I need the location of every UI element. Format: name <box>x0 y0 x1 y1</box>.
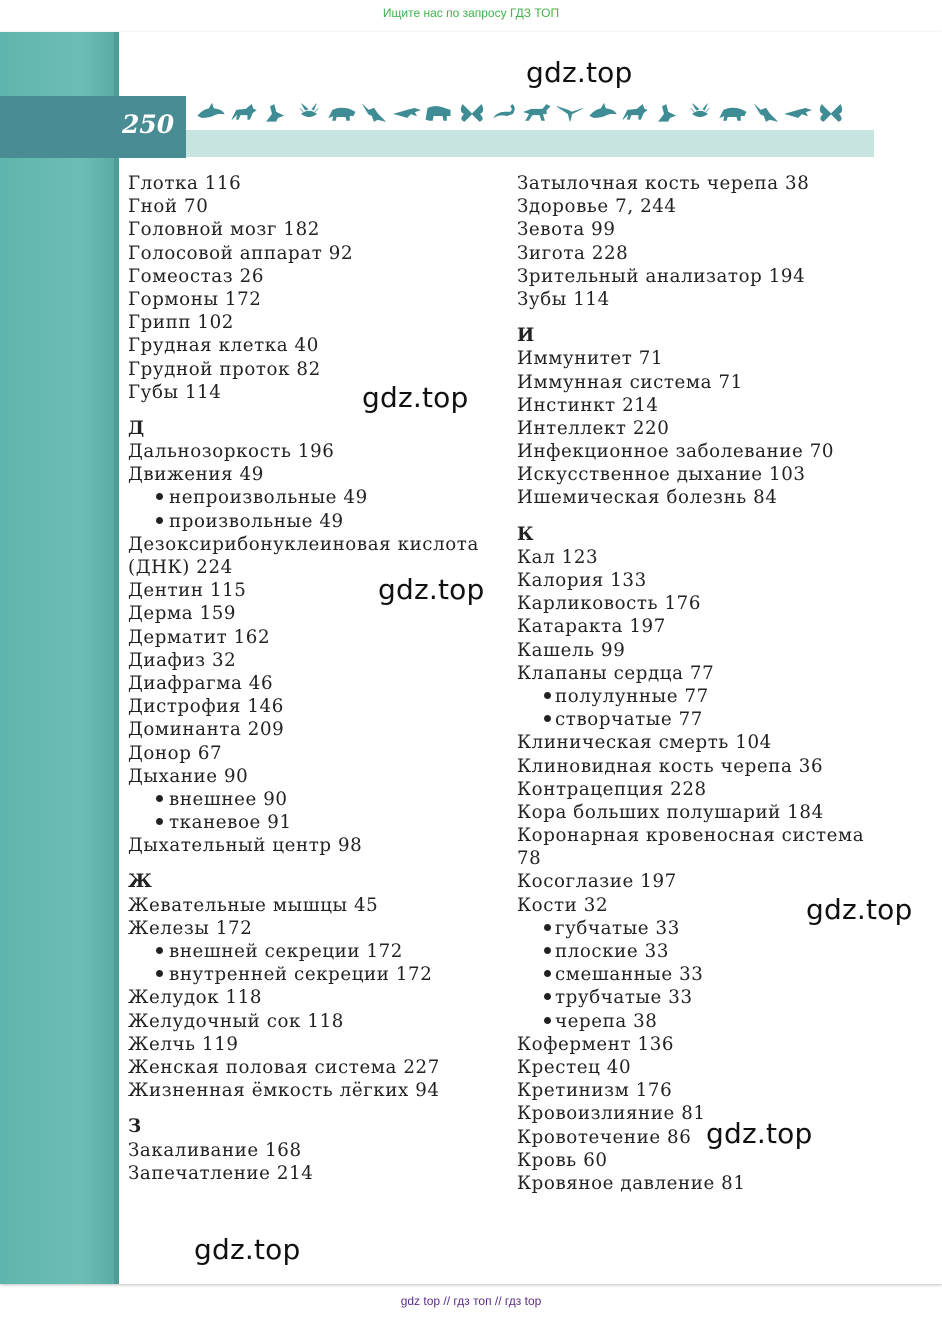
watermark: gdz.top <box>194 1233 301 1266</box>
bullet-icon <box>544 970 551 977</box>
index-entry: Искусственное дыхание 103 <box>517 464 806 486</box>
index-entry: Коронарная кровеносная система <box>517 825 865 847</box>
index-entry: Инстинкт 214 <box>517 394 659 416</box>
boar-icon <box>327 100 357 128</box>
scorpion-icon <box>490 100 520 128</box>
index-entry: Головной мозг 182 <box>128 219 320 241</box>
index-entry: Кора больших полушарий 184 <box>517 801 824 823</box>
index-entry: Женская половая система 227 <box>128 1056 440 1078</box>
index-subentry-text: непроизвольные 49 <box>169 487 368 509</box>
index-entry: Закаливание 168 <box>128 1139 302 1161</box>
index-subentry <box>517 986 864 1009</box>
index-entry: Здоровье 7, 244 <box>517 196 677 218</box>
index-entry: Дерма 159 <box>128 603 237 625</box>
lizard-icon <box>392 100 422 128</box>
index-entry: Кровотечение 86 <box>517 1126 692 1148</box>
index-subentry <box>517 1010 864 1033</box>
index-entry: Зевота 99 <box>517 219 616 241</box>
index-subentry-text: внутренней секреции 172 <box>169 964 433 986</box>
bullet-icon <box>544 692 551 699</box>
top-banner: Ищите нас по запросу ГДЗ ТОП <box>382 6 560 20</box>
index-entry: Клапаны сердца 77 <box>517 662 715 684</box>
index-entry: Желудочный сок 118 <box>128 1010 344 1032</box>
index-entry: Движения 49 <box>128 464 264 486</box>
lizard-icon <box>783 100 813 128</box>
index-entry: Грипп 102 <box>128 312 234 334</box>
index-section-letter: Д <box>128 417 145 439</box>
index-subentry-text: створчатые 77 <box>555 709 703 731</box>
index-entry: Кофермент 136 <box>517 1033 675 1055</box>
bullet-icon <box>544 1017 551 1024</box>
index-subentry <box>128 940 479 963</box>
index-entry: Катаракта 197 <box>517 616 666 638</box>
index-entry: Крестец 40 <box>517 1056 632 1078</box>
index-column-left <box>128 172 479 1185</box>
index-entry: 78 <box>517 848 542 870</box>
index-subentry <box>517 917 864 940</box>
index-subentry-text: плоские 33 <box>555 941 669 962</box>
index-entry: Грудная клетка 40 <box>128 335 319 357</box>
index-entry: Интеллект 220 <box>517 417 670 439</box>
bullet-icon <box>156 517 163 524</box>
index-entry: Дыхательный центр 98 <box>128 835 363 857</box>
watermark: gdz.top <box>378 573 485 606</box>
index-section-letter: К <box>517 523 535 545</box>
watermark: gdz.top <box>806 893 913 926</box>
watermark: gdz.top <box>526 56 633 89</box>
index-subentry-text: трубчатые 33 <box>555 987 693 1009</box>
bullet-icon <box>156 795 163 802</box>
index-entry: Гормоны 172 <box>128 288 262 310</box>
side-bar <box>0 32 118 1284</box>
bird-icon <box>261 100 291 128</box>
wolf-icon <box>620 100 650 128</box>
butterfly-icon <box>457 100 487 128</box>
index-subentry <box>128 788 479 811</box>
page-number: 250 <box>122 110 175 139</box>
kangaroo-icon <box>359 100 389 128</box>
index-subentry <box>517 940 864 963</box>
index-entry: Карликовость 176 <box>517 593 701 615</box>
bottom-links[interactable]: gdz top // гдз топ // гдз top <box>400 1294 542 1308</box>
index-subentry-text: губчатые 33 <box>555 917 680 939</box>
index-subentry-text: внешней секреции 172 <box>169 941 403 962</box>
index-entry: Дерматит 162 <box>128 626 271 648</box>
index-entry: Контрацепция 228 <box>517 778 707 800</box>
index-entry: Инфекционное заболевание 70 <box>517 441 835 463</box>
index-entry: Зубы 114 <box>517 288 610 310</box>
bullet-icon <box>156 970 163 977</box>
index-column-right <box>517 172 864 1195</box>
index-entry: Дезоксирибонуклеиновая кислота <box>128 533 479 555</box>
index-entry: Жевательные мышцы 45 <box>128 894 379 916</box>
index-section-letter: И <box>517 325 535 347</box>
index-entry: (ДНК) 224 <box>128 557 233 578</box>
index-entry: Клиновидная кость черепа 36 <box>517 755 824 777</box>
index-entry: Дистрофия 146 <box>128 696 284 718</box>
index-subentry <box>128 963 479 986</box>
index-subentry-text: произвольные 49 <box>169 510 344 532</box>
bullet-icon <box>544 947 551 954</box>
index-subentry-text: полулунные 77 <box>555 685 709 707</box>
index-entry: Запечатление 214 <box>128 1162 314 1184</box>
bullet-icon <box>544 993 551 1000</box>
index-subentry <box>128 510 479 533</box>
index-entry: Зрительный анализатор 194 <box>517 265 806 287</box>
index-subentry-text: тканевое 91 <box>169 812 292 834</box>
bird-icon <box>653 100 683 128</box>
bullet-icon <box>544 924 551 931</box>
index-entry: Дальнозоркость 196 <box>128 441 335 463</box>
index-entry: Кровь 60 <box>517 1149 608 1171</box>
index-entry: Иммунитет 71 <box>517 348 664 370</box>
index-subentry-text: внешнее 90 <box>169 788 288 810</box>
index-entry: Железы 172 <box>128 917 253 939</box>
side-bar-edge <box>114 32 119 1284</box>
bullet-icon <box>156 493 163 500</box>
index-entry: Желчь 119 <box>128 1033 239 1055</box>
bee-icon <box>685 100 715 128</box>
index-entry: Кал 123 <box>517 546 599 568</box>
butterfly-icon <box>816 100 846 128</box>
index-section-letter: Ж <box>128 871 153 893</box>
index-entry: Кости 32 <box>517 894 609 916</box>
index-entry: Косоглазие 197 <box>517 871 677 893</box>
bullet-icon <box>156 947 163 954</box>
index-subentry-text: черепа 38 <box>555 1010 658 1032</box>
index-entry: Кровяное давление 81 <box>517 1172 746 1194</box>
index-entry: Ишемическая болезнь 84 <box>517 487 778 509</box>
index-entry: Затылочная кость черепа 38 <box>517 173 810 194</box>
horse-icon <box>522 100 552 128</box>
index-entry: Кашель 99 <box>517 639 626 661</box>
boar-icon <box>718 100 748 128</box>
index-subentry <box>517 685 864 708</box>
index-subentry-text: смешанные 33 <box>555 964 704 986</box>
index-entry: Гомеостаз 26 <box>128 265 264 287</box>
kangaroo-icon <box>751 100 781 128</box>
index-entry: Иммунная система 71 <box>517 371 743 393</box>
index-subentry <box>517 708 864 731</box>
watermark: gdz.top <box>706 1117 813 1150</box>
index-entry: Донор 67 <box>128 742 223 764</box>
index-entry: Клиническая смерть 104 <box>517 732 772 754</box>
index-section-letter: З <box>128 1116 142 1138</box>
index-entry: Желудок 118 <box>128 987 263 1009</box>
wolf-icon <box>229 100 259 128</box>
index-entry: Гной 70 <box>128 196 209 218</box>
index-subentry <box>128 486 479 509</box>
index-entry: Губы 114 <box>128 381 222 403</box>
index-subentry <box>517 963 864 986</box>
dolphin-icon <box>196 100 226 128</box>
index-entry: Дыхание 90 <box>128 765 249 787</box>
bullet-icon <box>156 818 163 825</box>
index-entry: Глотка 116 <box>128 173 242 194</box>
index-entry: Жизненная ёмкость лёгких 94 <box>128 1080 440 1102</box>
index-entry: Доминанта 209 <box>128 719 285 741</box>
index-entry: Диафрагма 46 <box>128 672 274 694</box>
index-entry: Диафиз 32 <box>128 649 237 671</box>
index-entry: Голосовой аппарат 92 <box>128 242 354 264</box>
index-entry: Грудной проток 82 <box>128 358 321 380</box>
dolphin-icon <box>588 100 618 128</box>
swallow-icon <box>555 100 585 128</box>
index-entry: Калория 133 <box>517 570 647 591</box>
index-entry: Кретинизм 176 <box>517 1080 673 1102</box>
bison-icon <box>424 100 454 128</box>
animal-frieze <box>196 100 846 128</box>
watermark: gdz.top <box>362 381 469 414</box>
header-strip <box>186 130 874 157</box>
index-subentry <box>128 811 479 834</box>
bullet-icon <box>544 715 551 722</box>
index-entry: Дентин 115 <box>128 580 247 602</box>
index-entry: Кровоизлияние 81 <box>517 1103 706 1125</box>
bee-icon <box>294 100 324 128</box>
index-entry: Зигота 228 <box>517 242 629 264</box>
